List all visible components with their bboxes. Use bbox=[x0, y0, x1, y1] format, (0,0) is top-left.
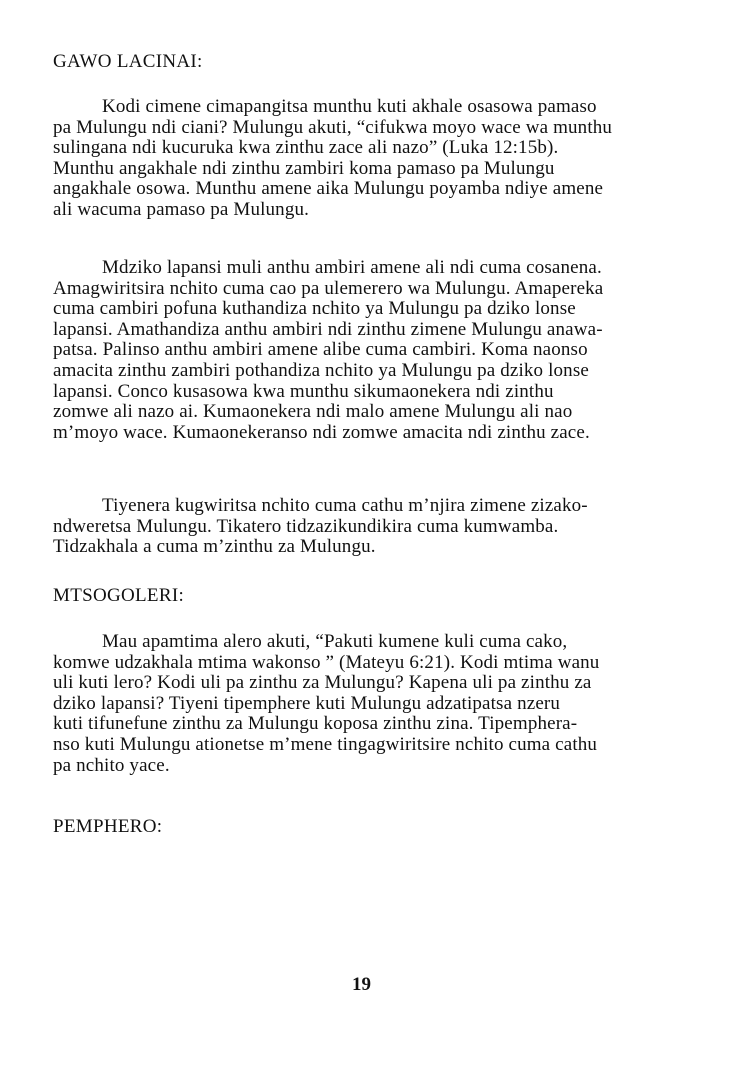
section-heading-pemphero: PEMPHERO: bbox=[53, 816, 163, 837]
text-line: lapansi. Conco kusasowa kwa munthu sikumaonekera ndi zinthu bbox=[53, 380, 554, 402]
text-line: zomwe ali nazo ai. Kumaonekera ndi malo amene Mulungu ali nao bbox=[53, 401, 573, 423]
section-heading-gawo-lacinai: GAWO LACINAI: bbox=[53, 51, 203, 72]
text-line: ali wacuma pamaso pa Mulungu. bbox=[53, 198, 310, 220]
text-line: Tidzakhala a cuma m’zinthu za Mulungu. bbox=[53, 536, 376, 558]
paragraph-1 bbox=[53, 97, 733, 221]
text-line: Munthu angakhale ndi zinthu zambiri koma pamaso pa Mulungu bbox=[53, 157, 555, 179]
text-line: Mau apamtima alero akuti, “Pakuti kumene kuli cuma cako, bbox=[102, 631, 568, 652]
text-line: kuti tifunefune zinthu za Mulungu koposa zinthu zina. Tipemphera- bbox=[53, 713, 578, 735]
paragraph-2 bbox=[53, 258, 733, 443]
text-line: Mdziko lapansi muli anthu ambiri amene ali ndi cuma cosanena. bbox=[102, 257, 602, 278]
text-line: angakhale osowa. Munthu amene aika Mulungu poyamba ndiye amene bbox=[53, 178, 604, 200]
text-line: ndweretsa Mulungu. Tikatero tidzazikundikira cuma kumwamba. bbox=[53, 515, 559, 537]
paragraph-4 bbox=[53, 632, 733, 776]
page-number: 19 bbox=[352, 974, 371, 995]
text-line: komwe udzakhala mtima wakonso ” (Mateyu 6:21). Kodi mtima wanu bbox=[53, 651, 600, 673]
text-line: pa Mulungu ndi ciani? Mulungu akuti, “cifukwa moyo wace wa munthu bbox=[53, 116, 613, 138]
text-line: m’moyo wace. Kumaonekeranso ndi zomwe amacita ndi zinthu zace. bbox=[53, 421, 590, 443]
paragraph-3 bbox=[53, 496, 733, 558]
text-line: sulingana ndi kucuruka kwa zinthu zace ali nazo” (Luka 12:15b). bbox=[53, 137, 559, 159]
text-line: pa nchito yace. bbox=[53, 754, 170, 776]
text-line: lapansi. Amathandiza anthu ambiri ndi zinthu zimene Mulungu anawa- bbox=[53, 318, 603, 340]
section-heading-mtsogoleri: MTSOGOLERI: bbox=[53, 585, 185, 606]
text-line: nso kuti Mulungu ationetse m’mene tingagwiritsire nchito cuma cathu bbox=[53, 733, 598, 755]
text-line: Kodi cimene cimapangitsa munthu kuti akhale osasowa pamaso bbox=[102, 96, 597, 117]
text-line: patsa. Palinso anthu ambiri amene alibe cuma cambiri. Koma naonso bbox=[53, 339, 588, 361]
text-line: uli kuti lero? Kodi uli pa zinthu za Mulungu? Kapena uli pa zinthu za bbox=[53, 672, 592, 694]
text-line: amacita zinthu zambiri pothandiza nchito ya Mulungu pa dziko lonse bbox=[53, 359, 589, 381]
text-line: cuma cambiri pofuna kuthandiza nchito ya Mulungu pa dziko lonse bbox=[53, 298, 576, 320]
text-line: dziko lapansi? Tiyeni tipemphere kuti Mulungu adzatipatsa nzeru bbox=[53, 692, 561, 714]
text-line: Tiyenera kugwiritsa nchito cuma cathu m’njira zimene zizako- bbox=[102, 495, 588, 516]
text-line: Amagwiritsira nchito cuma cao pa ulemerero wa Mulungu. Amapereka bbox=[53, 277, 604, 299]
